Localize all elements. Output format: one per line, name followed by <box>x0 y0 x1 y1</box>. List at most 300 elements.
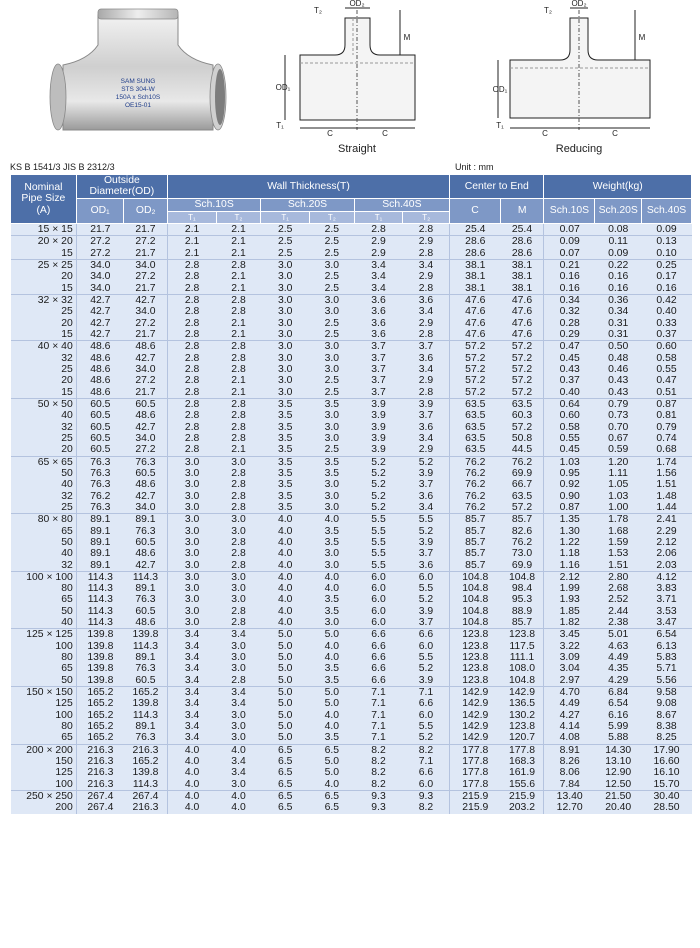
table-cell: 2.8 <box>216 259 261 271</box>
table-cell: 3.4 <box>403 364 450 375</box>
table-cell: 123.8 <box>450 641 501 652</box>
table-cell: 5.2 <box>354 491 403 502</box>
table-cell: 0.95 <box>544 468 595 479</box>
table-cell: 42.7 <box>124 294 168 306</box>
table-cell: 216.3 <box>76 756 124 767</box>
table-cell: 2.1 <box>216 236 261 248</box>
table-cell: 3.4 <box>403 433 450 444</box>
table-cell: 4.0 <box>310 652 355 663</box>
table-cell: 3.5 <box>261 422 310 433</box>
nominal-size-cell: 15 <box>11 283 77 295</box>
table-cell: 215.9 <box>501 791 544 803</box>
table-cell: 2.8 <box>216 479 261 490</box>
table-cell: 3.4 <box>403 259 450 271</box>
table-cell: 2.5 <box>261 223 310 235</box>
nominal-size-cell: 80 <box>11 583 77 594</box>
table-cell: 4.14 <box>544 721 595 732</box>
table-cell: 6.6 <box>354 663 403 674</box>
table-cell: 4.0 <box>261 571 310 583</box>
nominal-size-cell: 50 <box>11 468 77 479</box>
table-cell: 3.6 <box>403 422 450 433</box>
table-cell: 114.3 <box>76 583 124 594</box>
table-cell: 9.58 <box>642 687 692 699</box>
table-cell: 2.8 <box>216 502 261 514</box>
nominal-size-cell: 100 <box>11 779 77 791</box>
table-cell: 6.0 <box>354 606 403 617</box>
table-row <box>11 594 692 605</box>
table-cell: 3.4 <box>167 732 216 744</box>
table-cell: 3.4 <box>167 698 216 709</box>
table-cell: 1.22 <box>544 537 595 548</box>
table-cell: 27.2 <box>76 236 124 248</box>
c-label-left-reducing: C <box>542 129 548 138</box>
table-cell: 8.2 <box>354 767 403 778</box>
table-cell: 27.2 <box>124 375 168 386</box>
nominal-size-cell: 250 × 250 <box>11 791 77 803</box>
table-cell: 2.5 <box>310 283 355 295</box>
table-cell: 139.8 <box>76 675 124 687</box>
nominal-size-cell: 65 <box>11 732 77 744</box>
table-cell: 111.1 <box>501 652 544 663</box>
nominal-size-cell: 125 × 125 <box>11 629 77 641</box>
table-cell: 2.8 <box>167 398 216 410</box>
table-cell: 216.3 <box>124 744 168 756</box>
table-cell: 27.2 <box>76 248 124 260</box>
nominal-size-cell: 80 <box>11 652 77 663</box>
table-row <box>11 364 692 375</box>
table-cell: 1.03 <box>595 491 642 502</box>
table-cell: 5.2 <box>354 502 403 514</box>
nominal-size-cell: 20 × 20 <box>11 236 77 248</box>
table-cell: 0.43 <box>595 375 642 386</box>
table-cell: 85.7 <box>450 526 501 537</box>
table-cell: 7.1 <box>354 721 403 732</box>
table-cell: 21.7 <box>124 329 168 341</box>
table-cell: 3.6 <box>354 306 403 317</box>
table-cell: 2.8 <box>216 341 261 353</box>
header-wall-sch40s: Sch.40S <box>354 198 449 211</box>
table-cell: 48.6 <box>124 479 168 490</box>
table-cell: 6.5 <box>310 744 355 756</box>
table-cell: 2.8 <box>216 560 261 572</box>
table-cell: 3.0 <box>216 526 261 537</box>
table-cell: 25.4 <box>501 223 544 235</box>
table-row <box>11 422 692 433</box>
table-cell: 104.8 <box>450 606 501 617</box>
table-cell: 6.5 <box>310 802 355 813</box>
table-cell: 4.0 <box>167 802 216 813</box>
table-row <box>11 663 692 674</box>
table-cell: 76.2 <box>76 491 124 502</box>
header-center-to-end: Center to End <box>450 175 544 199</box>
table-cell: 9.3 <box>403 791 450 803</box>
table-cell: 2.8 <box>216 548 261 559</box>
header-weight: Weight(kg) <box>544 175 692 199</box>
table-cell: 2.44 <box>595 606 642 617</box>
table-cell: 3.0 <box>167 583 216 594</box>
table-row <box>11 387 692 399</box>
table-cell: 0.21 <box>544 259 595 271</box>
header-c: C <box>450 198 501 223</box>
table-cell: 120.7 <box>501 732 544 744</box>
table-cell: 3.5 <box>261 502 310 514</box>
table-cell: 3.0 <box>216 779 261 791</box>
table-cell: 0.40 <box>544 387 595 399</box>
table-cell: 3.0 <box>216 514 261 526</box>
nominal-size-cell: 15 <box>11 387 77 399</box>
table-cell: 2.8 <box>403 329 450 341</box>
table-cell: 2.8 <box>167 329 216 341</box>
table-cell: 3.7 <box>354 364 403 375</box>
table-cell: 3.7 <box>354 375 403 386</box>
table-cell: 2.8 <box>216 433 261 444</box>
table-cell: 5.0 <box>310 687 355 699</box>
table-cell: 6.5 <box>261 779 310 791</box>
table-cell: 76.3 <box>124 456 168 468</box>
table-cell: 3.6 <box>403 294 450 306</box>
table-cell: 5.5 <box>403 514 450 526</box>
table-cell: 6.6 <box>354 641 403 652</box>
table-cell: 139.8 <box>76 652 124 663</box>
header-wall-sch10s: Sch.10S <box>167 198 260 211</box>
table-row <box>11 687 692 699</box>
table-cell: 0.55 <box>642 364 692 375</box>
table-cell: 3.0 <box>261 387 310 399</box>
table-row <box>11 583 692 594</box>
table-cell: 3.0 <box>310 491 355 502</box>
table-cell: 27.2 <box>124 318 168 329</box>
table-cell: 4.0 <box>167 756 216 767</box>
table-cell: 20.40 <box>595 802 642 813</box>
table-cell: 2.8 <box>403 283 450 295</box>
table-cell: 47.6 <box>501 318 544 329</box>
table-row <box>11 294 692 306</box>
table-cell: 3.7 <box>403 479 450 490</box>
table-cell: 42.7 <box>76 329 124 341</box>
table-cell: 2.97 <box>544 675 595 687</box>
table-row <box>11 491 692 502</box>
product-label-line-4: OE15-01 <box>124 102 152 109</box>
table-cell: 123.8 <box>450 652 501 663</box>
table-cell: 57.2 <box>450 353 501 364</box>
table-cell: 2.8 <box>216 491 261 502</box>
table-cell: 1.35 <box>544 514 595 526</box>
table-cell: 14.30 <box>595 744 642 756</box>
table-cell: 3.0 <box>216 721 261 732</box>
table-cell: 2.9 <box>354 248 403 260</box>
table-cell: 0.55 <box>544 433 595 444</box>
m-label: M <box>403 33 411 42</box>
table-cell: 47.6 <box>450 329 501 341</box>
table-cell: 63.5 <box>450 410 501 421</box>
table-cell: 6.16 <box>595 710 642 721</box>
table-cell: 2.8 <box>167 422 216 433</box>
table-cell: 139.8 <box>124 629 168 641</box>
standards-line: KS B 1541/3 JIS B 2312/3 <box>10 162 115 172</box>
table-cell: 4.27 <box>544 710 595 721</box>
table-cell: 108.0 <box>501 663 544 674</box>
straight-caption: Straight <box>338 143 376 155</box>
table-cell: 3.0 <box>310 353 355 364</box>
table-cell: 3.9 <box>403 468 450 479</box>
table-cell: 4.0 <box>310 721 355 732</box>
table-cell: 57.2 <box>501 341 544 353</box>
table-cell: 57.2 <box>450 375 501 386</box>
table-cell: 48.6 <box>124 548 168 559</box>
table-cell: 3.5 <box>310 526 355 537</box>
table-cell: 3.5 <box>310 398 355 410</box>
table-cell: 139.8 <box>124 767 168 778</box>
table-cell: 1.68 <box>595 526 642 537</box>
table-cell: 76.3 <box>76 468 124 479</box>
table-cell: 139.8 <box>76 641 124 652</box>
table-cell: 3.0 <box>261 271 310 282</box>
table-cell: 3.7 <box>354 387 403 399</box>
table-cell: 5.2 <box>354 479 403 490</box>
table-cell: 3.0 <box>310 560 355 572</box>
header-area <box>0 0 700 160</box>
table-cell: 2.8 <box>167 387 216 399</box>
table-cell: 42.7 <box>76 306 124 317</box>
table-cell: 3.09 <box>544 652 595 663</box>
table-cell: 1.51 <box>595 560 642 572</box>
table-cell: 2.5 <box>310 271 355 282</box>
table-row <box>11 756 692 767</box>
table-cell: 8.25 <box>642 732 692 744</box>
table-cell: 3.4 <box>354 283 403 295</box>
table-cell: 89.1 <box>124 583 168 594</box>
table-cell: 76.2 <box>501 456 544 468</box>
table-cell: 0.37 <box>544 375 595 386</box>
nominal-size-cell: 25 <box>11 502 77 514</box>
header-nominal-line-2: Pipe Size <box>21 193 66 205</box>
table-cell: 3.9 <box>403 606 450 617</box>
table-cell: 25.4 <box>450 223 501 235</box>
table-row <box>11 479 692 490</box>
table-cell: 1.03 <box>544 456 595 468</box>
table-cell: 5.2 <box>354 456 403 468</box>
od2-label: OD₂ <box>349 0 365 8</box>
table-cell: 60.5 <box>76 422 124 433</box>
table-cell: 1.18 <box>544 548 595 559</box>
table-cell: 13.10 <box>595 756 642 767</box>
table-cell: 6.54 <box>595 698 642 709</box>
table-row <box>11 444 692 456</box>
nominal-size-cell: 50 <box>11 675 77 687</box>
table-cell: 0.87 <box>642 398 692 410</box>
table-cell: 104.8 <box>450 583 501 594</box>
table-cell: 0.47 <box>544 341 595 353</box>
table-cell: 177.8 <box>501 744 544 756</box>
table-cell: 161.9 <box>501 767 544 778</box>
table-cell: 42.7 <box>124 353 168 364</box>
table-cell: 6.6 <box>354 652 403 663</box>
table-cell: 3.4 <box>354 259 403 271</box>
table-cell: 0.74 <box>642 433 692 444</box>
reducing-caption: Reducing <box>555 143 603 155</box>
table-cell: 2.8 <box>167 353 216 364</box>
table-cell: 12.70 <box>544 802 595 813</box>
header-weight-sch40s: Sch.40S <box>642 198 692 223</box>
table-cell: 2.9 <box>403 236 450 248</box>
table-cell: 5.5 <box>354 514 403 526</box>
table-cell: 6.0 <box>403 571 450 583</box>
table-cell: 0.60 <box>544 410 595 421</box>
table-cell: 3.4 <box>167 721 216 732</box>
header-m: M <box>501 198 544 223</box>
table-cell: 3.5 <box>261 456 310 468</box>
table-cell: 6.0 <box>403 641 450 652</box>
table-cell: 47.6 <box>450 318 501 329</box>
table-cell: 0.16 <box>595 283 642 295</box>
table-cell: 0.09 <box>544 236 595 248</box>
table-row <box>11 283 692 295</box>
table-cell: 12.50 <box>595 779 642 791</box>
table-cell: 21.50 <box>595 791 642 803</box>
table-cell: 5.0 <box>261 675 310 687</box>
table-cell: 114.3 <box>124 779 168 791</box>
table-cell: 3.0 <box>310 294 355 306</box>
table-cell: 3.0 <box>310 433 355 444</box>
table-row <box>11 502 692 514</box>
table-cell: 6.0 <box>354 583 403 594</box>
table-cell: 3.04 <box>544 663 595 674</box>
table-cell: 7.1 <box>354 732 403 744</box>
table-cell: 8.06 <box>544 767 595 778</box>
table-cell: 3.0 <box>216 456 261 468</box>
table-cell: 3.0 <box>261 329 310 341</box>
table-cell: 6.0 <box>354 571 403 583</box>
od1-label: OD₁ <box>275 83 291 92</box>
table-cell: 3.0 <box>310 341 355 353</box>
table-cell: 5.56 <box>642 675 692 687</box>
table-cell: 114.3 <box>124 641 168 652</box>
table-cell: 168.3 <box>501 756 544 767</box>
table-row <box>11 641 692 652</box>
table-cell: 165.2 <box>76 687 124 699</box>
table-cell: 69.9 <box>501 560 544 572</box>
table-cell: 85.7 <box>450 537 501 548</box>
t1-label: T₁ <box>276 121 284 130</box>
header-sch20s-t1: T₁ <box>261 211 310 223</box>
table-cell: 3.5 <box>261 410 310 421</box>
table-cell: 76.2 <box>450 502 501 514</box>
header-wall-thickness: Wall Thickness(T) <box>167 175 449 199</box>
table-cell: 165.2 <box>76 721 124 732</box>
nominal-size-cell: 100 <box>11 641 77 652</box>
table-cell: 76.2 <box>450 479 501 490</box>
table-cell: 2.8 <box>167 271 216 282</box>
table-cell: 5.0 <box>310 629 355 641</box>
table-cell: 3.0 <box>167 456 216 468</box>
table-cell: 3.0 <box>167 594 216 605</box>
table-cell: 2.1 <box>216 271 261 282</box>
table-cell: 95.3 <box>501 594 544 605</box>
nominal-size-cell: 150 × 150 <box>11 687 77 699</box>
table-cell: 104.8 <box>450 571 501 583</box>
table-cell: 48.6 <box>76 353 124 364</box>
nominal-size-cell: 25 <box>11 433 77 444</box>
header-sch20s-t2: T₂ <box>310 211 355 223</box>
table-cell: 63.5 <box>501 398 544 410</box>
table-cell: 9.08 <box>642 698 692 709</box>
table-cell: 0.43 <box>544 364 595 375</box>
table-cell: 63.5 <box>450 398 501 410</box>
unit-line: Unit : mm <box>455 162 494 172</box>
table-cell: 7.1 <box>403 756 450 767</box>
table-cell: 3.5 <box>310 594 355 605</box>
table-cell: 1.56 <box>642 468 692 479</box>
table-cell: 104.8 <box>501 571 544 583</box>
table-row <box>11 629 692 641</box>
table-cell: 3.47 <box>642 617 692 629</box>
table-cell: 3.0 <box>216 652 261 663</box>
table-cell: 3.0 <box>167 468 216 479</box>
table-cell: 177.8 <box>450 779 501 791</box>
table-cell: 4.0 <box>261 617 310 629</box>
table-cell: 5.83 <box>642 652 692 663</box>
table-cell: 47.6 <box>501 329 544 341</box>
nominal-size-cell: 20 <box>11 271 77 282</box>
table-cell: 3.0 <box>310 422 355 433</box>
table-cell: 2.8 <box>216 294 261 306</box>
table-cell: 47.6 <box>450 306 501 317</box>
table-cell: 6.54 <box>642 629 692 641</box>
table-cell: 3.4 <box>167 652 216 663</box>
table-cell: 3.5 <box>261 398 310 410</box>
table-cell: 16.10 <box>642 767 692 778</box>
table-cell: 104.8 <box>450 617 501 629</box>
header-nominal-line-3: (A) <box>36 204 51 216</box>
table-cell: 34.0 <box>124 433 168 444</box>
table-cell: 4.0 <box>310 571 355 583</box>
table-cell: 38.1 <box>450 259 501 271</box>
table-cell: 82.6 <box>501 526 544 537</box>
table-cell: 5.0 <box>261 652 310 663</box>
nominal-size-cell: 32 <box>11 353 77 364</box>
table-cell: 3.0 <box>261 294 310 306</box>
table-cell: 2.03 <box>642 560 692 572</box>
straight-tee-diagram <box>270 0 445 160</box>
table-cell: 0.09 <box>642 223 692 235</box>
m-label-reducing: M <box>638 33 646 42</box>
table-cell: 1.30 <box>544 526 595 537</box>
table-cell: 3.0 <box>167 571 216 583</box>
table-cell: 3.7 <box>354 341 403 353</box>
table-cell: 3.7 <box>403 617 450 629</box>
table-cell: 6.5 <box>310 791 355 803</box>
table-cell: 85.7 <box>450 514 501 526</box>
table-cell: 42.7 <box>76 294 124 306</box>
table-cell: 27.2 <box>124 444 168 456</box>
table-cell: 2.52 <box>595 594 642 605</box>
nominal-size-cell: 40 × 40 <box>11 341 77 353</box>
table-cell: 3.9 <box>354 398 403 410</box>
table-cell: 3.9 <box>354 444 403 456</box>
table-cell: 0.07 <box>544 223 595 235</box>
table-row <box>11 571 692 583</box>
table-cell: 0.34 <box>544 294 595 306</box>
table-cell: 3.5 <box>310 537 355 548</box>
table-cell: 4.0 <box>310 514 355 526</box>
table-cell: 6.5 <box>261 791 310 803</box>
table-cell: 2.8 <box>167 364 216 375</box>
table-cell: 2.8 <box>216 606 261 617</box>
table-row <box>11 398 692 410</box>
table-cell: 3.0 <box>167 526 216 537</box>
table-cell: 5.2 <box>403 732 450 744</box>
table-cell: 136.5 <box>501 698 544 709</box>
